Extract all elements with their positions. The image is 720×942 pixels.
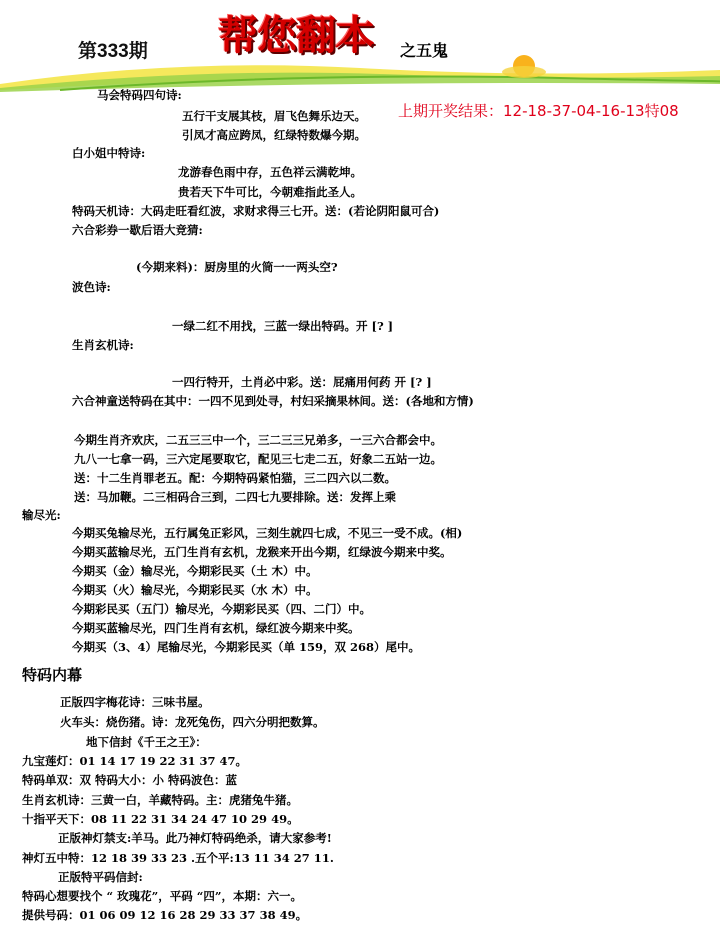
text-line: 六合彩券一歇后语大竞猜: xyxy=(72,223,203,237)
text-line: 今期买蓝输尽光，四门生肖有玄机，绿红波今期来中奖。 xyxy=(72,621,360,635)
text-line: 六合神童送特码在其中：一四不见到处寻，村妇采摘果林间。送：(各地和方情) xyxy=(72,394,474,408)
text-line: 九宝莲灯：01 14 17 19 22 31 37 47。 xyxy=(22,754,248,768)
text-line: 今期买（金）输尽光，今期彩民买（土 木）中。 xyxy=(72,564,318,578)
text-line: 马会特码四句诗: xyxy=(97,88,182,102)
text-line: 五行干支展其枝，眉飞色舞乐边天。 xyxy=(182,109,366,123)
brand-logo-subtitle: 之五鬼 xyxy=(400,41,449,60)
text-line: 提供号码：01 06 09 12 16 28 29 33 37 38 49。 xyxy=(22,908,308,922)
text-line: (今期来料)：厨房里的火筒一一两头空? xyxy=(136,260,338,274)
text-line: 地下信封《千王之王》： xyxy=(86,735,207,749)
text-line: 引凤才高应跨凤，红绿特数爆今期。 xyxy=(182,128,366,142)
text-line: 特码心想要找个 “ 玫瑰花”，平码 “四”，本期：六一。 xyxy=(22,889,302,903)
text-line: 正版四字梅花诗：三味书屋。 xyxy=(60,695,210,709)
last-draw-result: 上期开奖结果：12-18-37-04-16-13特08 xyxy=(398,102,679,120)
text-line: 送：十二生肖罪老五。配：今期特码紧怕猫，三二四六以二数。 xyxy=(74,471,396,485)
text-line: 十指平天下：08 11 22 31 34 24 47 10 29 49。 xyxy=(22,812,299,826)
text-line: 特码天机诗：大码走旺看红波，求财求得三七开。送：(若论阴阳鼠可合) xyxy=(72,204,440,218)
issue-number: 第333期 xyxy=(78,41,148,62)
text-line: 一绿二红不用找，三蓝一绿出特码。开 [? ] xyxy=(172,319,394,333)
text-line: 今期买（火）输尽光，今期彩民买（水 木）中。 xyxy=(72,583,318,597)
text-line: 正版神灯禁支:羊马。此乃神灯特码绝杀，请大家参考! xyxy=(58,831,332,845)
text-line: 正版特平码信封: xyxy=(58,870,143,884)
text-line: 波色诗: xyxy=(72,280,111,294)
text-line: 生肖玄机诗：三黄一白，羊藏特码。主：虎猪兔牛猪。 xyxy=(22,793,298,807)
text-line: 输尽光: xyxy=(22,508,61,522)
text-line: 特码单双：双 特码大小：小 特码波色：蓝 xyxy=(22,773,238,787)
section-heading: 特码内幕 xyxy=(22,666,83,684)
text-line: 一四行特开，土肖必中彩。送：屁痛用何药 开 [? ] xyxy=(172,375,432,389)
text-line: 今期生肖齐欢庆，二五三三中一个，三二三三兄弟多，一三六合都会中。 xyxy=(74,433,442,447)
text-line: 神灯五中特：12 18 39 33 23 .五个平:13 11 34 27 11. xyxy=(22,851,334,865)
text-line: 今期买兔输尽光，五行属兔正彩风，三刻生就四七成，不见三一受不成。(相) xyxy=(72,526,463,540)
text-line: 贵若天下牛可比，今朝难指此圣人。 xyxy=(178,185,362,199)
text-line: 火车头：烧伤猪。诗：龙死兔伤，四六分明把数算。 xyxy=(60,715,325,729)
text-line: 九八一七拿一码，三六定尾要取它，配见三七走二五，好象二五站一边。 xyxy=(74,452,442,466)
text-line: 生肖玄机诗: xyxy=(72,338,134,352)
text-line: 龙游春色雨中存，五色祥云满乾坤。 xyxy=(178,165,362,179)
text-line: 今期买蓝输尽光，五门生肖有玄机，龙猴来开出今期，红绿波今期来中奖。 xyxy=(72,545,452,559)
text-line: 今期买（3、4）尾输尽光，今期彩民买（单 159，双 268）尾中。 xyxy=(72,640,421,654)
text-line: 送：马加鞭。二三相码合三到，二四七九要排除。送：发挥上乘 xyxy=(74,490,396,504)
text-line: 白小姐中特诗: xyxy=(72,146,146,160)
text-line: 今期彩民买（五门）输尽光，今期彩民买（四、二门）中。 xyxy=(72,602,371,616)
brand-logo: 帮您翻本 xyxy=(218,12,374,59)
